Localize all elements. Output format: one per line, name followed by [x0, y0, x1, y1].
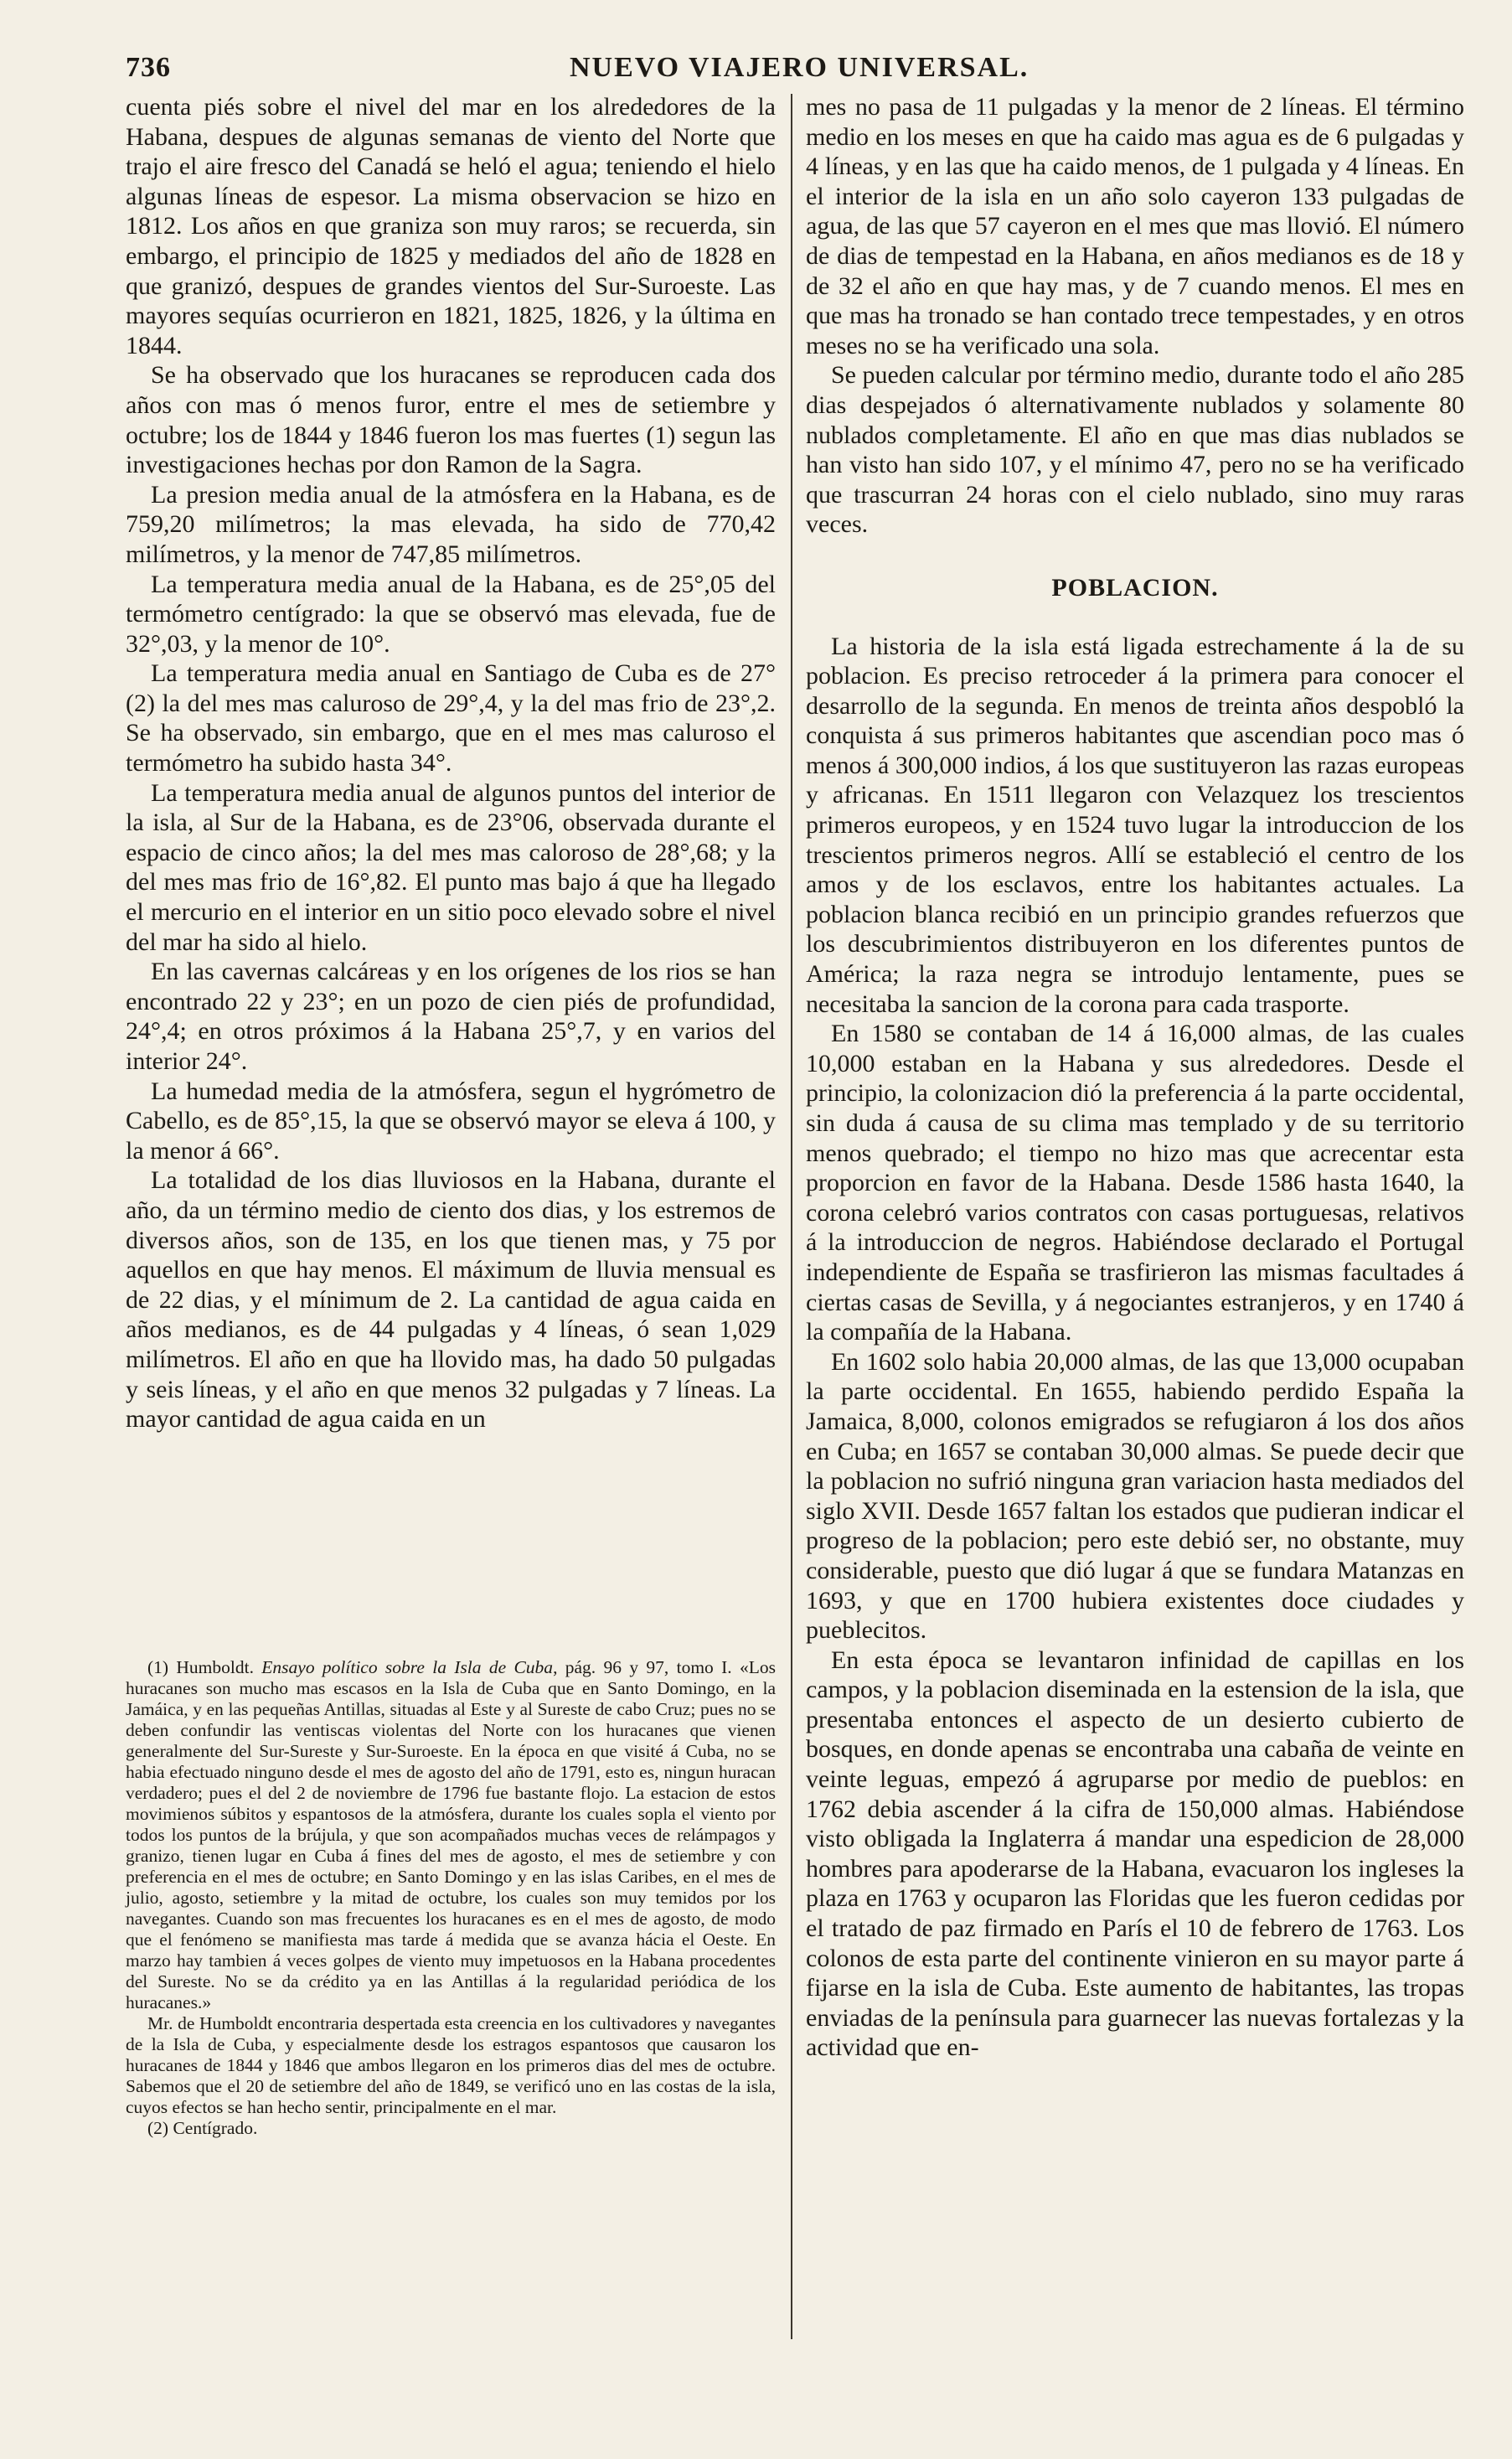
- footnote-text: , pág. 96 y 97, tomo I. «Los huracanes son mucho mas escasos en la Isla de Cuba que en Santo Domingo, en la Jamáica, y en las pequeñas Antillas, situadas al Este y al Sureste de cabo Cruz; pues no se deben confundir las ventiscas violentas del Norte con los huracanes que vienen generalmente del Sur-Sureste y Sur-Suroeste. En la época en que visité á Cuba, no se habia efectuado ninguno desde el mes de agosto del año de 1791, esto es, ningun huracan verdadero; pues el del 2 de noviembre de 1796 fue bastante flojo. La estacion de estos movimienos súbitos y espantosos de la atmósfera, durante los cuales sopla el viento por todos los puntos de la brújula, y que son acompañados muchas veces de relámpagos y granizo, tienen lugar en Cuba á fines del mes de agosto, el mes de setiembre y con preferencia en el mes de octubre; en Santo Domingo y en las islas Caribes, en el mes de julio, agosto, setiembre y la mitad de octubre, los cuales son muy temidos por los navegantes. Cuando son mas frecuentes los huracanes es en el mes de agosto, de modo que el fenómeno se manifiesta mas tarde á medida que se avanza hácia el Oeste. En marzo hay tambien á veces golpes de viento muy impetuosos en la Habana procedentes del Sureste. No se da crédito ya en las Antillas á la regularidad periódica de los huracanes.»: [126, 1657, 776, 2012]
- column-divider: [791, 94, 792, 2339]
- paragraph: La temperatura media anual de la Habana, es de 25°,05 del termómetro centígrado: la que se observó mas elevada, fue de 32°,03, y la menor de 10°.: [126, 570, 776, 658]
- paragraph: La historia de la isla está ligada estrechamente á la de su poblacion. Es preciso retroceder á la primera para conocer el desarrollo de la segunda. En menos de treinta años despobló la conquista á sus primeros habitantes que ascendian poco mas ó menos á 300,000 indios, á los que sustituyeron las razas europeas y africanas. En 1511 llegaron con Velazquez los trescientos primeros europeos, y en 1524 tuvo lugar la introduccion de los trescientos primeros negros. Allí se estableció el centro de los amos y de los esclavos, entre los habitantes actuales. La poblacion blanca recibió en un principio grandes refuerzos que los descubrimientos distribuyeron en los diferentes puntos de América; la raza negra se introdujo lentamente, pues se necesitaba la sancion de la corona para cada trasporte.: [806, 632, 1464, 1018]
- paragraph: La totalidad de los dias lluviosos en la Habana, durante el año, da un término medio de ciento dos dias, y los estremos de diversos años, son de 135, en los que tienen mas, y 75 por aquellos en que hay menos. El máximum de lluvia mensual es de 22 dias, y el mínimum de 2. La cantidad de agua caida en años medianos, es de 44 pulgadas y 4 líneas, ó sean 1,029 milímetros. El año en que ha llovido mas, ha dado 50 pulgadas y seis líneas, y el año en que menos 32 pulgadas y 7 líneas. La mayor cantidad de agua caida en un: [126, 1166, 776, 1434]
- footnote-2: (2) Centígrado.: [147, 2118, 258, 2138]
- section-heading: POBLACION.: [1051, 573, 1219, 602]
- right-column: [806, 92, 1464, 2063]
- paragraph: En 1602 solo habia 20,000 almas, de las que 13,000 ocupaban la parte occidental. En 1655, habiendo perdido España la Jamaica, 8,000, colonos emigrados se refugiaron á los dos años en Cuba; en 1657 se contaban 30,000 almas. Se puede decir que la poblacion no sufrió ninguna gran variacion hasta mediados del siglo XVII. Desde 1657 faltan los estados que pudieran indicar el progreso de la poblacion; pero este debió ser, no obstante, muy considerable, puesto que dió lugar á que se fundara Matanzas en 1693, y que en 1700 hubiera existentes doce ciudades y pueblecitos.: [806, 1347, 1464, 1645]
- paragraph: La presion media anual de la atmósfera en la Habana, es de 759,20 milímetros; la mas elevada, ha sido de 770,42 milímetros, y la menor de 747,85 milímetros.: [126, 480, 776, 568]
- paragraph: La temperatura media anual en Santiago de Cuba es de 27° (2) la del mes mas caluroso de 29°,4, y la del mas frio de 23°,2. Se ha observado, sin embargo, que en el mes mas caluroso el termómetro ha subido hasta 34°.: [126, 659, 776, 777]
- paragraph: Se pueden calcular por término medio, durante todo el año 285 dias despejados ó alternativamente nublados y solamente 80 nublados completamente. El año en que mas dias nublados se han visto han sido 107, y el mínimo 47, pero no se ha verificado que trascurran 24 horas con el cielo nublado, sino muy raras veces.: [806, 361, 1464, 539]
- paragraph: mes no pasa de 11 pulgadas y la menor de 2 líneas. El término medio en los meses en que ha caido mas agua es de 6 pulgadas y 4 líneas, y en las que ha caido menos, de 1 pulgada y 4 líneas. En el interior de la isla en un año solo cayeron 133 pulgadas de agua, de las que 57 cayeron en el mes que mas llovió. El número de dias de tempestad en la Habana, en años medianos es de 18 y de 32 el año en que hay mas, y de 7 cuando menos. El mes en que mas ha tronado se han contado trece tempestades, y en otros meses no se ha verificado una sola.: [806, 93, 1464, 359]
- left-column: [126, 92, 776, 1434]
- paragraph: Se ha observado que los huracanes se reproducen cada dos años con mas ó menos furor, entre el mes de setiembre y octubre; los de 1844 y 1846 fueron los mas fuertes (1) segun las investigaciones hechas por don Ramon de la Sagra.: [126, 361, 776, 479]
- page-number: 736: [126, 52, 171, 83]
- paragraph: La humedad media de la atmósfera, segun el hygrómetro de Cabello, es de 85°,15, la que se observó mayor se eleva á 100, y la menor á 66°.: [126, 1077, 776, 1165]
- paragraph: La temperatura media anual de algunos puntos del interior de la isla, al Sur de la Habana, es de 23°06, observada durante el espacio de cinco años; la del mes mas caloroso de 28°,68; y la del mes mas frio de 16°,82. El punto mas bajo á que ha llegado el mercurio en el interior en un sitio poco elevado sobre el nivel del mar ha sido al hielo.: [126, 778, 776, 956]
- footnote-label: (1) Humboldt.: [147, 1657, 254, 1677]
- paragraph: cuenta piés sobre el nivel del mar en los alrededores de la Habana, despues de algunas semanas de viento del Norte que trajo el aire fresco del Canadá se heló el agua; teniendo el hielo algunas líneas de espesor. La misma observacion se hizo en 1812. Los años en que graniza son muy raros; se recuerda, sin embargo, el principio de 1825 y mediados del año de 1828 en que granizó, despues de grandes vientos del Sur-Suroeste. Las mayores sequías ocurrieron en 1821, 1825, 1826, y la última en 1844.: [126, 93, 776, 359]
- footnote-book-title: Ensayo político sobre la Isla de Cuba: [261, 1657, 554, 1677]
- paragraph: En esta época se levantaron infinidad de capillas en los campos, y la poblacion diseminada en la estension de la isla, que presentaba entonces el aspecto de un desierto cubierto de bosques, en donde apenas se encontraba una cabaña de veinte en veinte leguas, empezó á agruparse por medio de pueblos: en 1762 debia ascender á la cifra de 150,000 almas. Habiéndose visto obligada la Inglaterra á mandar una espedicion de 28,000 hombres para apoderarse de la Habana, evacuaron los ingleses la plaza en 1763 y ocuparon las Floridas que les fueron cedidas por el tratado de paz firmado en París el 10 de febrero de 1763. Los colonos de esta parte del continente vinieron en su mayor parte á fijarse en la isla de Cuba. Este aumento de habitantes, las tropas enviadas de la península para guarnecer las nuevas fortalezas y la actividad que en-: [806, 1645, 1464, 2062]
- footnote-1-continuation: Mr. de Humboldt encontraria despertada esta creencia en los cultivadores y navegantes de la Isla de Cuba, y especialmente desde los estragos espantosos que causaron los huracanes de 1844 y 1846 que ambos llegaron en los primeros dias del mes de octubre. Sabemos que el 20 de setiembre del año de 1849, se verificó uno en las costas de la isla, cuyos efectos se han hecho sentir, principalmente en el mar.: [126, 2013, 776, 2117]
- footnote-1: [126, 1657, 776, 2013]
- paragraph: En 1580 se contaban de 14 á 16,000 almas, de las cuales 10,000 estaban en la Habana y sus alrededores. Desde el principio, la colonizacion dió la preferencia á la parte occidental, sin duda á causa de su clima mas templado y de su territorio menos quebrado; el tiempo no hizo mas que acrecentar esta proporcion en favor de la Habana. Desde 1586 hasta 1640, la corona celebró varios contratos con casas portuguesas, relativos á la introduccion de negros. Habiéndose declarado el Portugal independiente de España se trasfirieron las mismas facultades á ciertas casas de Sevilla, y á negociantes estranjeros, y en 1740 á la compañía de la Habana.: [806, 1020, 1464, 1346]
- footnotes: [126, 1657, 776, 2139]
- running-title: NUEVO VIAJERO UNIVERSAL.: [570, 52, 1030, 83]
- paragraph: En las cavernas calcáreas y en los orígenes de los rios se han encontrado 22 y 23°; en un pozo de cien piés de profundidad, 24°,4; en otros próximos á la Habana 25°,7, y en varios del interior 24°.: [126, 958, 776, 1075]
